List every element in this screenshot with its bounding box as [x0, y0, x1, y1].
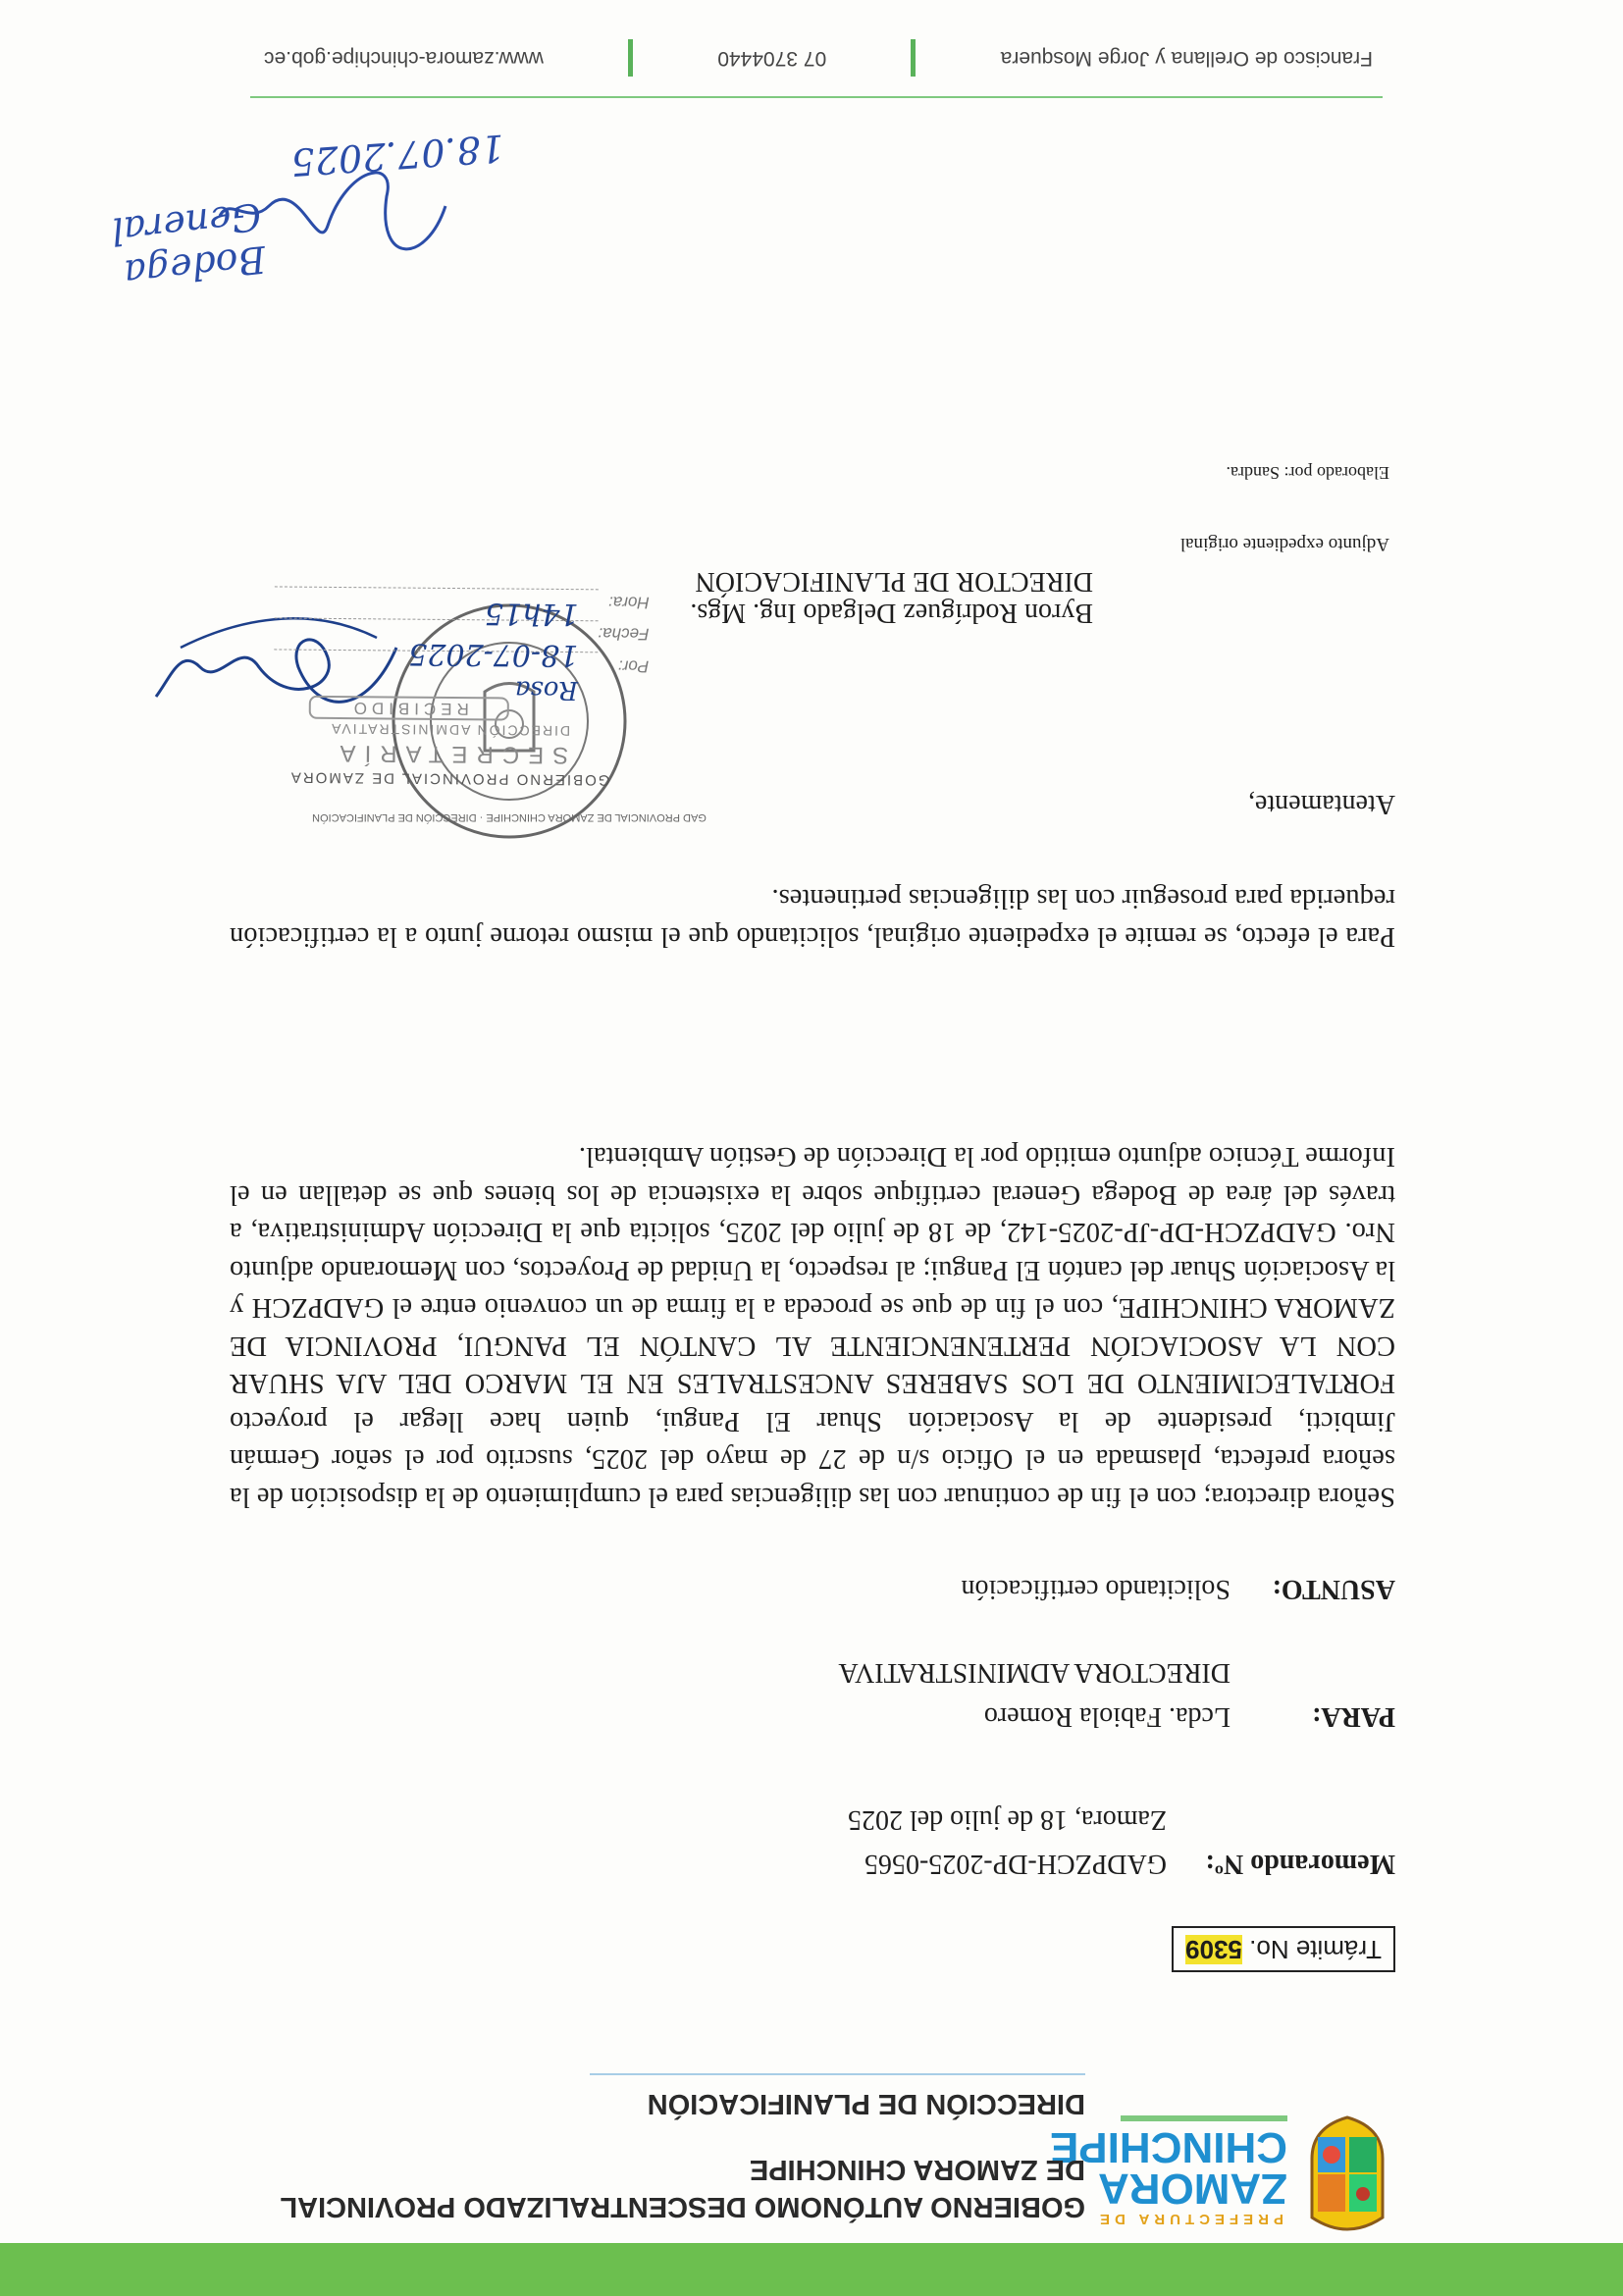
stamp-title-line2: SECRETARÍA — [331, 739, 569, 769]
footer-phone: 07 3704440 — [717, 47, 827, 70]
stamp-hora-label: Hora: — [608, 593, 650, 612]
footer-divider — [250, 96, 1383, 98]
body-paragraph-2: Para el efecto, se remite el expediente original, solicitando que el mismo retorne junto a la certificación requerida para proseguir con las diligencias pertinentes. — [230, 883, 1395, 952]
memo-number: GADPZCH-DP-2025-0565 — [864, 1849, 1167, 1879]
header-divider — [590, 2073, 1085, 2075]
recipient-name: Lcda. Fabiola Romero — [983, 1701, 1230, 1732]
handwritten-date: 18.07.2025 — [289, 126, 506, 184]
logo-name-line1: ZAMORA — [1097, 2165, 1287, 2213]
handwritten-hora: 14h15 — [484, 596, 579, 632]
secretaria-received-stamp — [243, 579, 657, 789]
signer-name: Byron Rodríguez Delgado Ing. Mgs. — [690, 598, 1093, 628]
stamp-por-label: Por: — [617, 656, 650, 676]
recibido-label: RECIBIDO — [309, 696, 509, 721]
memo-label: Memorando Nº: — [1205, 1849, 1395, 1879]
header-green-bar — [0, 2243, 1623, 2296]
handwritten-fecha: 18-07-2025 — [408, 636, 579, 673]
memo-date: Zamora, 18 de julio del 2025 — [847, 1804, 1167, 1835]
stamp-title-line3: DIRECCIÓN ADMINISTRATIVA — [329, 720, 571, 740]
provincial-seal-logo — [1304, 2115, 1390, 2237]
stamp-hora-line — [275, 586, 599, 590]
attachment-note: Adjunto expediente original — [1179, 534, 1389, 554]
recipient-title: DIRECTORA ADMINISTRATIVA — [838, 1657, 1230, 1688]
gov-title-line2: DE ZAMORA CHINCHIPE — [749, 2154, 1085, 2185]
tramite-number: 5309 — [1185, 1935, 1242, 1964]
logo-underline — [1121, 2115, 1287, 2121]
footer — [264, 39, 1373, 77]
subject-label: ASUNTO: — [1272, 1574, 1395, 1604]
tramite-label: Trámite No. — [1249, 1935, 1382, 1964]
logo-name-line2: CHINCHIPE — [1049, 2123, 1287, 2171]
department-title: DIRECCIÓN DE PLANIFICACIÓN — [647, 2088, 1085, 2119]
tramite-box — [1172, 1926, 1395, 1972]
gov-title-line1: GOBIERNO AUTÓNOMO DESCENTRALIZADO PROVINCIAL — [280, 2191, 1085, 2222]
government-title — [202, 2151, 1085, 2225]
signature-block — [690, 565, 1093, 628]
footer-separator — [628, 39, 633, 77]
handwritten-por: Rosa — [514, 674, 579, 705]
signer-title: DIRECTOR DE PLANIFICACIÓN — [695, 566, 1093, 597]
logo-prefix: PREFECTURA DE — [1095, 2211, 1283, 2227]
round-stamp-text: GAD PROVINCIAL DE ZAMORA CHINCHIPE · DIRECCIÓN DE PLANIFICACIÓN — [312, 811, 707, 823]
footer-separator — [911, 39, 916, 77]
stamp-fecha-label: Fecha: — [598, 624, 650, 644]
letterhead — [0, 2090, 1623, 2237]
footer-website: www.zamora-chinchipe.gob.ec — [264, 47, 544, 70]
subject-text: Solicitando certificación — [961, 1574, 1230, 1604]
prepared-by: Elaborado por: Sandra. — [1226, 463, 1389, 483]
para-label: PARA: — [1311, 1701, 1395, 1732]
body-paragraph-1: Señora directora; con el fin de continuar con las diligencias para el cumplimiento de la disposición de la señora prefecta, plasmada en el Oficio s/n de 27 de mayo del 2025, suscrito por el señor Germán Jimbicti, presidente de la Asociación Shuar El Pangui, quien hace llegar el proyecto FORTALECIMIENTO DE LOS SABERES ANCESTRALES EN EL MARCO DEL AJA SHUAR CON LA ASOCIACIÓN PERTENENCIENTE AL CANTÓN EL PANGUI, PROVINCIA DE ZAMORA CHINCHIPE, con el fin de que se proceda a la firma de un convenio entre el GADPZCH y la Asociación Shuar del cantón El Pangui; al respecto, la Unidad de Proyectos, con Memorando adjunto Nro. GADPZCH-DP-JP-2025-142, de 18 de julio del 2025, solicita que la Dirección Administrativa, a través del área de Bodega General certifique sobre la existencia de los bienes que se detallan en el Informe Técnico adjunto emitido por la Dirección de Gestión Ambiental. — [230, 1141, 1395, 1512]
stamp-title-line1: GOBIERNO PROVINCIAL DE ZAMORA — [288, 768, 610, 789]
salutation: Atentamente, — [1247, 789, 1395, 819]
handwritten-note: Bodega General — [109, 194, 268, 295]
footer-address: Francisco de Orellana y Jorge Mosquera — [1000, 47, 1373, 70]
